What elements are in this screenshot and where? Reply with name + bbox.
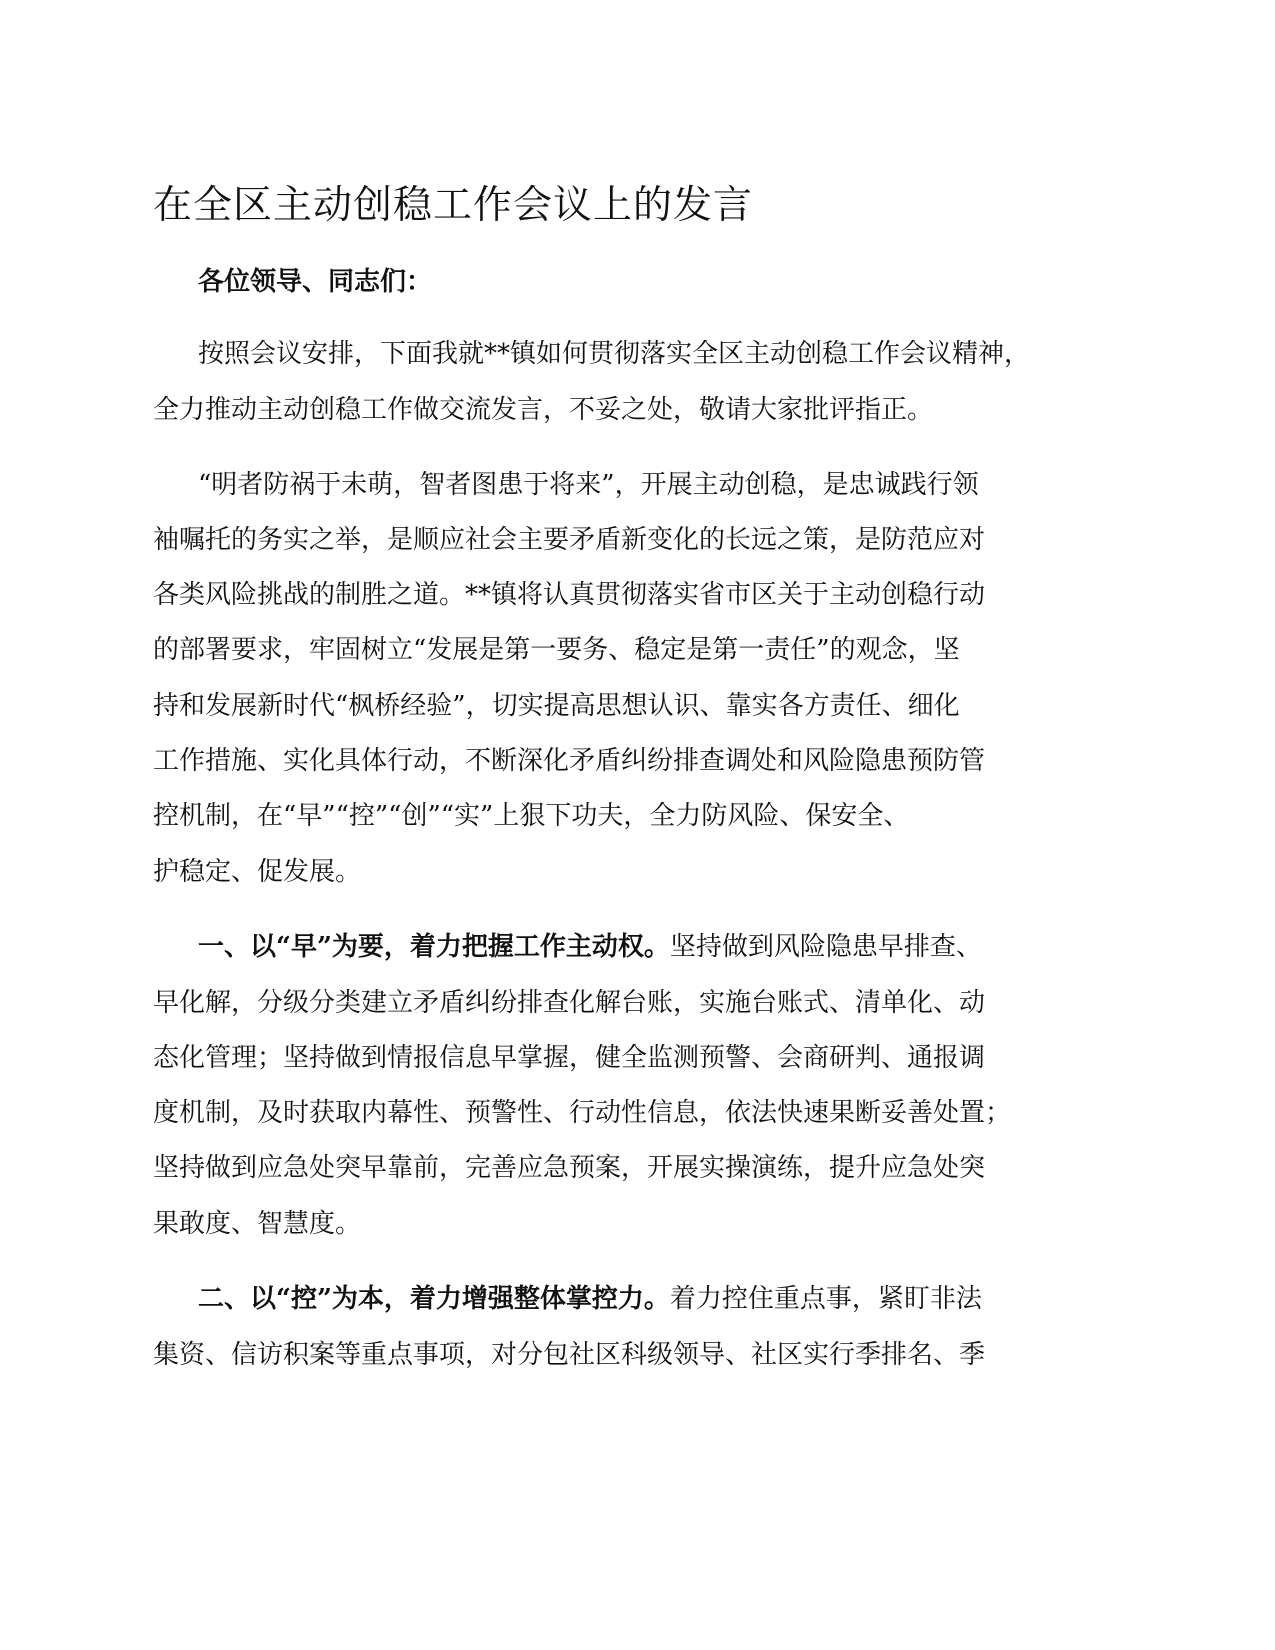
- text-line: 全力推动主动创稳工作做交流发言，不妥之处，敬请大家批评指正。: [153, 395, 934, 425]
- text-line: “明者防祸于未萌，智者图患于将来”，开展主动创稳，是忠诚践行领: [198, 470, 979, 500]
- text-line: 早化解，分级分类建立矛盾纠纷排查化解台账，实施台账式、清单化、动: [153, 988, 986, 1018]
- section-first-line-text: 坚持做到风险隐患早排查、: [669, 932, 982, 962]
- salutation: 各位领导、同志们：: [198, 267, 433, 297]
- section-heading: 一、以“早”为要，着力把握工作主动权。: [198, 932, 670, 962]
- text-line: 度机制，及时获取内幕性、预警性、行动性信息，依法快速果断妥善处置；: [153, 1098, 1012, 1128]
- section-first-line: [198, 1279, 982, 1319]
- text-line: 各类风险挑战的制胜之道。**镇将认真贯彻落实省市区关于主动创稳行动: [153, 580, 986, 610]
- section-first-line: [198, 927, 982, 967]
- text-line: 控机制，在“早”“控”“创”“实”上狠下功夫，全力防风险、保安全、: [153, 801, 910, 831]
- text-line: 坚持做到应急处突早靠前，完善应急预案，开展实操演练，提升应急处突: [153, 1153, 986, 1183]
- text-line: 果敢度、智慧度。: [153, 1209, 362, 1239]
- text-line: 袖嘱托的务实之举，是顺应社会主要矛盾新变化的长远之策，是防范应对: [153, 525, 986, 555]
- document-title: 在全区主动创稳工作会议上的发言: [153, 183, 754, 228]
- section-heading: 二、以“控”为本，着力增强整体掌控力。: [198, 1284, 670, 1314]
- section-first-line-text: 着力控住重点事，紧盯非法: [669, 1284, 982, 1314]
- text-line: 集资、信访积案等重点事项，对分包社区科级领导、社区实行季排名、季: [153, 1340, 986, 1370]
- text-line: 持和发展新时代“枫桥经验”，切实提高思想认识、靠实各方责任、细化: [153, 691, 960, 721]
- text-line: 护稳定、促发展。: [153, 857, 362, 887]
- text-line: 的部署要求，牢固树立“发展是第一要务、稳定是第一责任”的观念，坚: [153, 635, 960, 665]
- text-line: 态化管理；坚持做到情报信息早掌握，健全监测预警、会商研判、通报调: [153, 1043, 986, 1073]
- text-line: 按照会议安排，下面我就**镇如何贯彻落实全区主动创稳工作会议精神，: [198, 339, 1031, 369]
- text-line: 工作措施、实化具体行动，不断深化矛盾纠纷排查调处和风险隐患预防管: [153, 746, 986, 776]
